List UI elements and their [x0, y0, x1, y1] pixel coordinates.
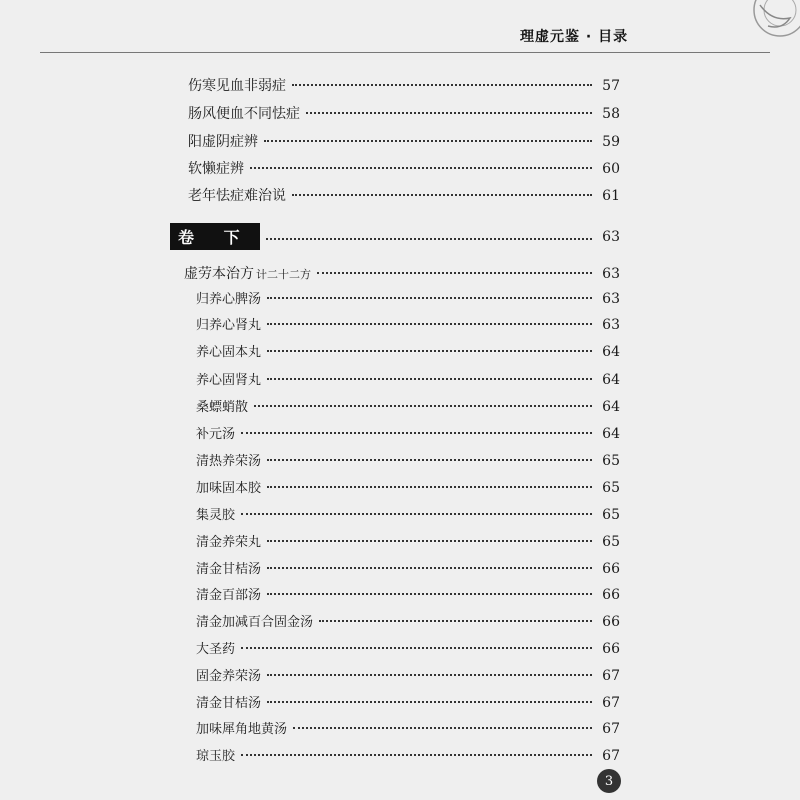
toc-entry-label: 桑螵蛸散	[196, 400, 249, 415]
dot-leader	[241, 647, 592, 649]
toc-entry-page: 67	[602, 748, 620, 764]
toc-entry[interactable]	[196, 504, 620, 523]
toc-entry-label: 伤寒见血非弱症	[188, 78, 286, 94]
dot-leader	[267, 674, 592, 676]
toc-entry-page: 59	[602, 134, 620, 150]
toc-entry[interactable]	[196, 665, 620, 684]
toc-entry[interactable]	[196, 692, 620, 711]
toc-entry[interactable]	[196, 288, 620, 307]
toc-entry-label: 加味犀角地黄汤	[196, 722, 288, 737]
dot-leader	[241, 513, 592, 515]
toc-entry-label: 大圣药	[196, 642, 236, 657]
toc-entry-page: 63	[602, 291, 620, 307]
toc-entry[interactable]	[188, 75, 620, 95]
dot-leader	[267, 593, 592, 595]
toc-entry-page: 66	[602, 641, 620, 657]
toc-entry[interactable]	[188, 185, 620, 205]
toc-entry-label: 补元汤	[196, 427, 236, 442]
toc-entry[interactable]	[196, 423, 620, 442]
toc-entry-page: 63	[602, 317, 620, 333]
toc-entry-page: 66	[602, 561, 620, 577]
dot-leader	[250, 167, 592, 169]
dot-leader	[267, 297, 592, 299]
toc-entry[interactable]	[196, 584, 620, 603]
toc-entry-label: 清金养荣丸	[196, 535, 262, 550]
section-page: 63	[602, 266, 620, 282]
toc-entry[interactable]	[188, 158, 620, 178]
toc-entry-page: 66	[602, 614, 620, 630]
toc-entry-page: 65	[602, 453, 620, 469]
toc-entry-label: 琼玉胶	[196, 749, 236, 764]
toc-entry-page: 64	[602, 344, 620, 360]
volume-badge: 卷 下	[170, 223, 260, 250]
toc-entry[interactable]	[188, 103, 620, 123]
dot-leader	[267, 378, 592, 380]
dot-leader	[267, 350, 592, 352]
dot-leader	[267, 459, 592, 461]
toc-entry[interactable]	[196, 341, 620, 360]
toc-entry-page: 66	[602, 587, 620, 603]
toc-entry-page: 64	[602, 426, 620, 442]
toc-entry[interactable]	[196, 314, 620, 333]
dot-leader	[241, 754, 592, 756]
toc-entry-label: 阳虚阴症辨	[188, 134, 258, 150]
toc-entry-label: 加味固本胶	[196, 481, 262, 496]
toc-entry[interactable]	[188, 131, 620, 151]
toc-entry-page: 65	[602, 507, 620, 523]
toc-entry-page: 67	[602, 668, 620, 684]
toc-entry[interactable]	[196, 369, 620, 388]
toc-entry[interactable]	[196, 611, 620, 630]
toc-entry[interactable]	[196, 718, 620, 737]
toc-entry-label: 清金甘桔汤	[196, 696, 262, 711]
toc-entry-label: 肠风便血不同怯症	[188, 106, 300, 122]
dot-leader	[293, 727, 592, 729]
toc-entry[interactable]	[196, 558, 620, 577]
dot-leader	[319, 620, 592, 622]
dot-leader	[292, 194, 592, 196]
dot-leader	[317, 272, 592, 274]
toc-entry-label: 清金甘桔汤	[196, 562, 262, 577]
dot-leader	[241, 432, 592, 434]
toc-entry-label: 固金养荣汤	[196, 669, 262, 684]
toc-entry[interactable]	[196, 477, 620, 496]
dot-leader	[267, 486, 592, 488]
toc-entry-label: 养心固肾丸	[196, 373, 262, 388]
running-header-title: 理虚元鉴 · 目录	[520, 29, 629, 45]
dot-leader	[306, 112, 592, 114]
toc-entry-label: 养心固本丸	[196, 345, 262, 360]
dot-leader	[266, 238, 592, 240]
dot-leader	[267, 323, 592, 325]
toc-entry-label: 清金百部汤	[196, 588, 262, 603]
toc-entry-label: 归养心肾丸	[196, 318, 262, 333]
dot-leader	[267, 540, 592, 542]
toc-entry-page: 58	[602, 106, 620, 122]
volume-page: 63	[602, 228, 620, 245]
toc-entry-page: 61	[602, 188, 620, 204]
dot-leader	[267, 701, 592, 703]
section-title: 虚劳本治方	[184, 266, 254, 282]
toc-entry-label: 清金加减百合固金汤	[196, 615, 314, 630]
toc-entry-page: 67	[602, 695, 620, 711]
toc-entry-page: 67	[602, 721, 620, 737]
toc-entry-page: 65	[602, 534, 620, 550]
dot-leader	[264, 140, 592, 142]
dot-leader	[267, 567, 592, 569]
toc-entry-page: 65	[602, 480, 620, 496]
section-heading[interactable]	[184, 263, 620, 283]
toc-entry-page: 64	[602, 399, 620, 415]
dot-leader	[254, 405, 592, 407]
section-label	[184, 263, 311, 283]
volume-heading[interactable]	[170, 223, 620, 250]
toc-entry-label: 集灵胶	[196, 508, 236, 523]
toc-entry-label: 归养心脾汤	[196, 292, 262, 307]
toc-entry-page: 57	[602, 78, 620, 94]
toc-entry[interactable]	[196, 745, 620, 764]
toc-entry-label: 清热养荣汤	[196, 454, 262, 469]
page-number-badge: 3	[597, 769, 621, 793]
toc-entry-label: 软懒症辨	[188, 161, 244, 177]
toc-entry[interactable]	[196, 638, 620, 657]
toc-entry-page: 60	[602, 161, 620, 177]
toc-entry[interactable]	[196, 531, 620, 550]
toc-entry-page: 64	[602, 372, 620, 388]
toc-entry[interactable]	[196, 396, 620, 415]
toc-entry[interactable]	[196, 450, 620, 469]
dot-leader	[292, 84, 592, 86]
toc-entry-label: 老年怯症难治说	[188, 188, 286, 204]
section-note: 计二十二方	[256, 268, 311, 281]
